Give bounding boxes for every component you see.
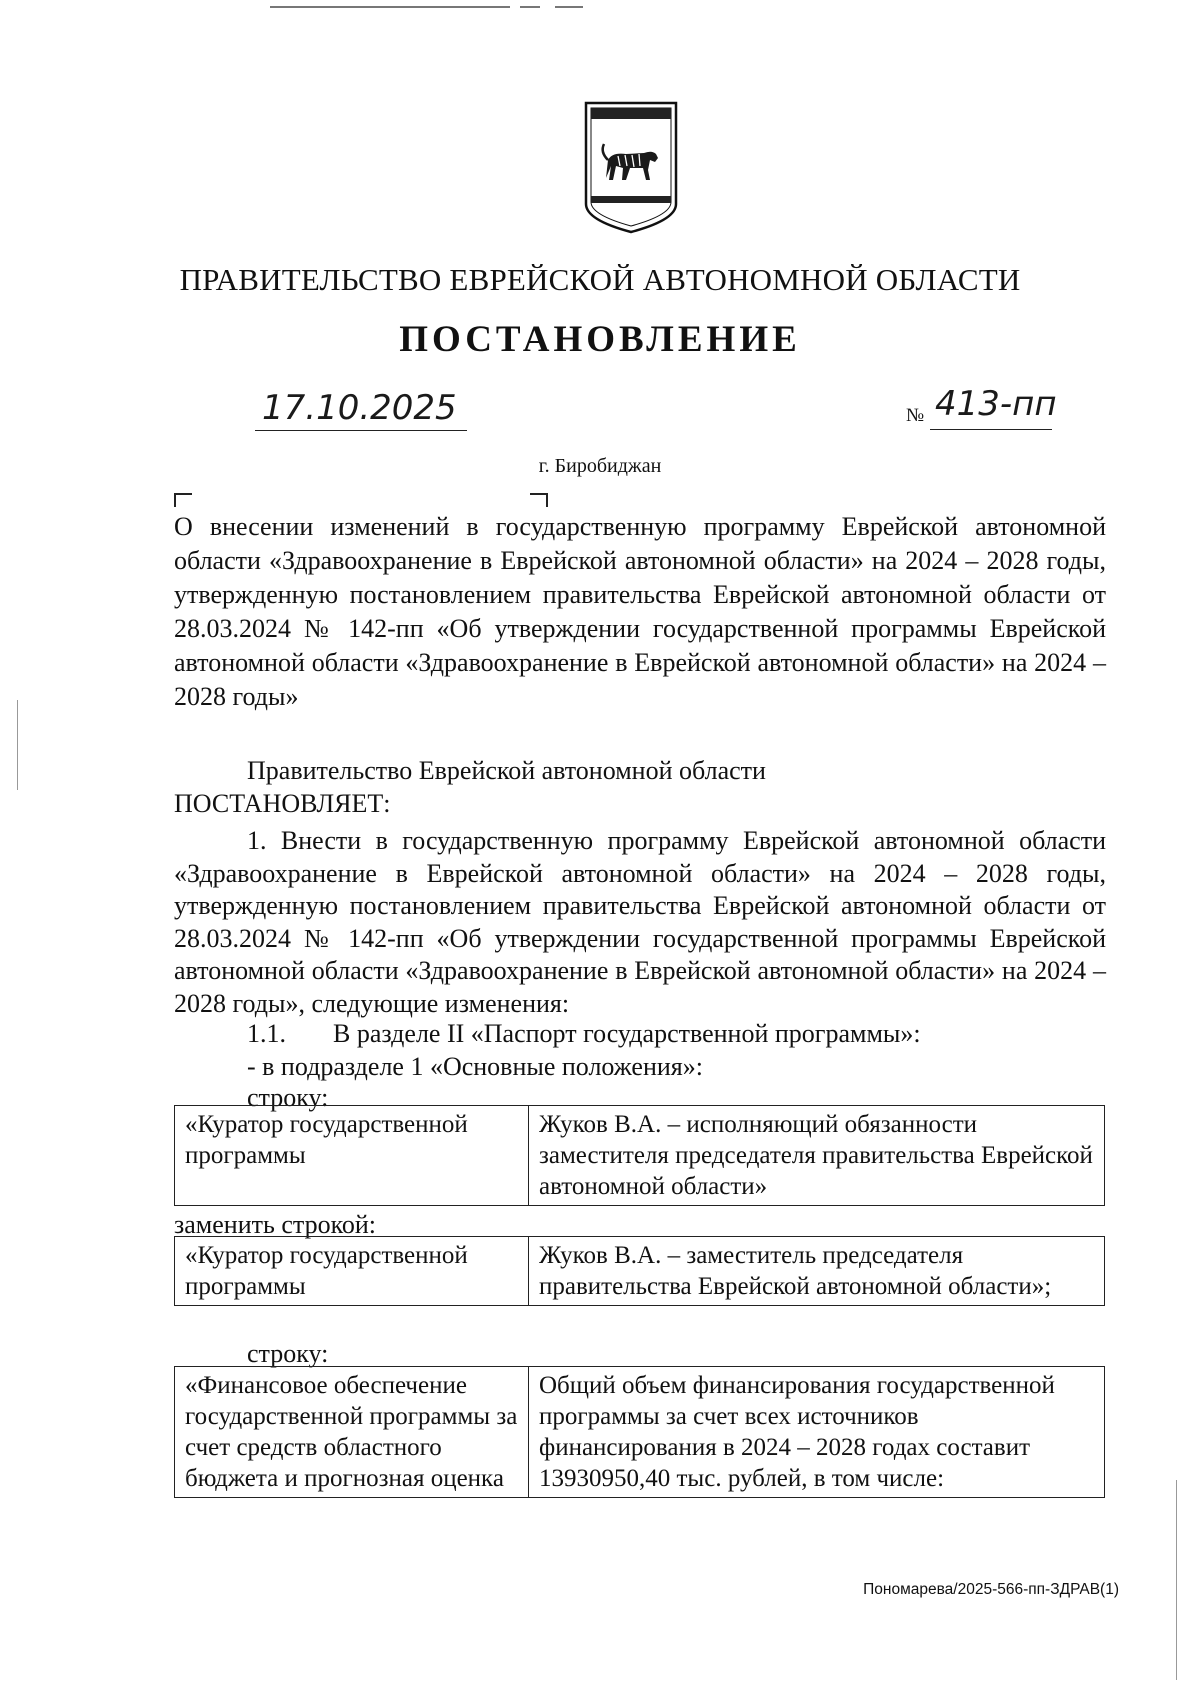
replace-label: заменить строкой: [174,1210,377,1239]
table-row [175,1106,1105,1206]
financing-table [174,1366,1105,1498]
title-corner-right [530,493,548,507]
table-row [175,1237,1105,1306]
table-row [175,1367,1105,1498]
table-cell: Жуков В.А. – исполняющий обязанности заместителя председателя правительства Еврейской автономной области» [529,1106,1105,1206]
intro-text: Правительство Еврейской автономной области [247,756,766,785]
table-cell: Жуков В.А. – заместитель председателя правительства Еврейской автономной области»; [529,1237,1105,1306]
organization-title: ПРАВИТЕЛЬСТВО ЕВРЕЙСКОЙ АВТОНОМНОЙ ОБЛАСТИ [179,262,1021,297]
scan-edge-mark [1176,1480,1177,1680]
table-cell: «Куратор государственной программы [175,1106,529,1206]
table-cell: Общий объем финансирования государственной программы за счет всех источников финансирования в 2024 – 2028 годах составит 13930950,40 тыс. рублей, в том числе: [529,1367,1105,1498]
table-cell: «Финансовое обеспечение государственной программы за счет средств областного бюджета и прогнозная оценка [175,1367,529,1498]
row-label-2: строку: [247,1339,329,1368]
scan-line-top [520,6,540,8]
date-underline [255,430,467,431]
number-label: № [906,405,925,426]
number-underline [930,429,1052,430]
new-curator-table [174,1236,1105,1306]
document-subject: О внесении изменений в государственную программу Еврейской автономной области «Здравоохранение в Еврейской автономной области» на 2024 – 2028 годы, утвержденную постановлением правительства Еврейской автономной области от 28.03.2024 № 142-пп «Об утверждении государственной программы Еврейской автономной области «Здравоохранение в Еврейской автономной области» на 2024 – 2028 годы» [174,512,1106,711]
subsection-text: - в подразделе 1 «Основные положения»: [247,1052,703,1081]
coat-of-arms-tiger-icon [582,100,680,235]
item-1-1-number: 1.1. [247,1019,286,1048]
scan-line-top [270,6,510,8]
row-label-1: строку: [247,1083,329,1112]
title-corner-left [174,493,192,507]
item-1-1-text: В разделе II «Паспорт государственной программы»: [333,1019,921,1048]
handwritten-number: 413-пп [935,384,1057,424]
city: г. Биробиджан [538,455,662,477]
document-type: ПОСТАНОВЛЕНИЕ [399,319,801,360]
old-curator-table [174,1105,1105,1206]
handwritten-date: 17.10.2025 [262,388,457,428]
file-reference: Пономарева/2025-566-пп-ЗДРАВ(1) [863,1581,1119,1598]
scan-line-top [555,6,583,8]
scan-edge-mark [17,700,18,790]
item-1-text: 1. Внести в государственную программу Еврейской автономной области «Здравоохранение в Еврейской автономной области» на 2024 – 2028 годы, утвержденную постановлением правительства Еврейской автономной области от 28.03.2024 № 142-пп «Об утверждении государственной программы Еврейской автономной области «Здравоохранение в Еврейской автономной области» на 2024 – 2028 годы», следующие изменения: [174,826,1106,1018]
table-cell: «Куратор государственной программы [175,1237,529,1306]
resolves-text: ПОСТАНОВЛЯЕТ: [174,789,391,818]
